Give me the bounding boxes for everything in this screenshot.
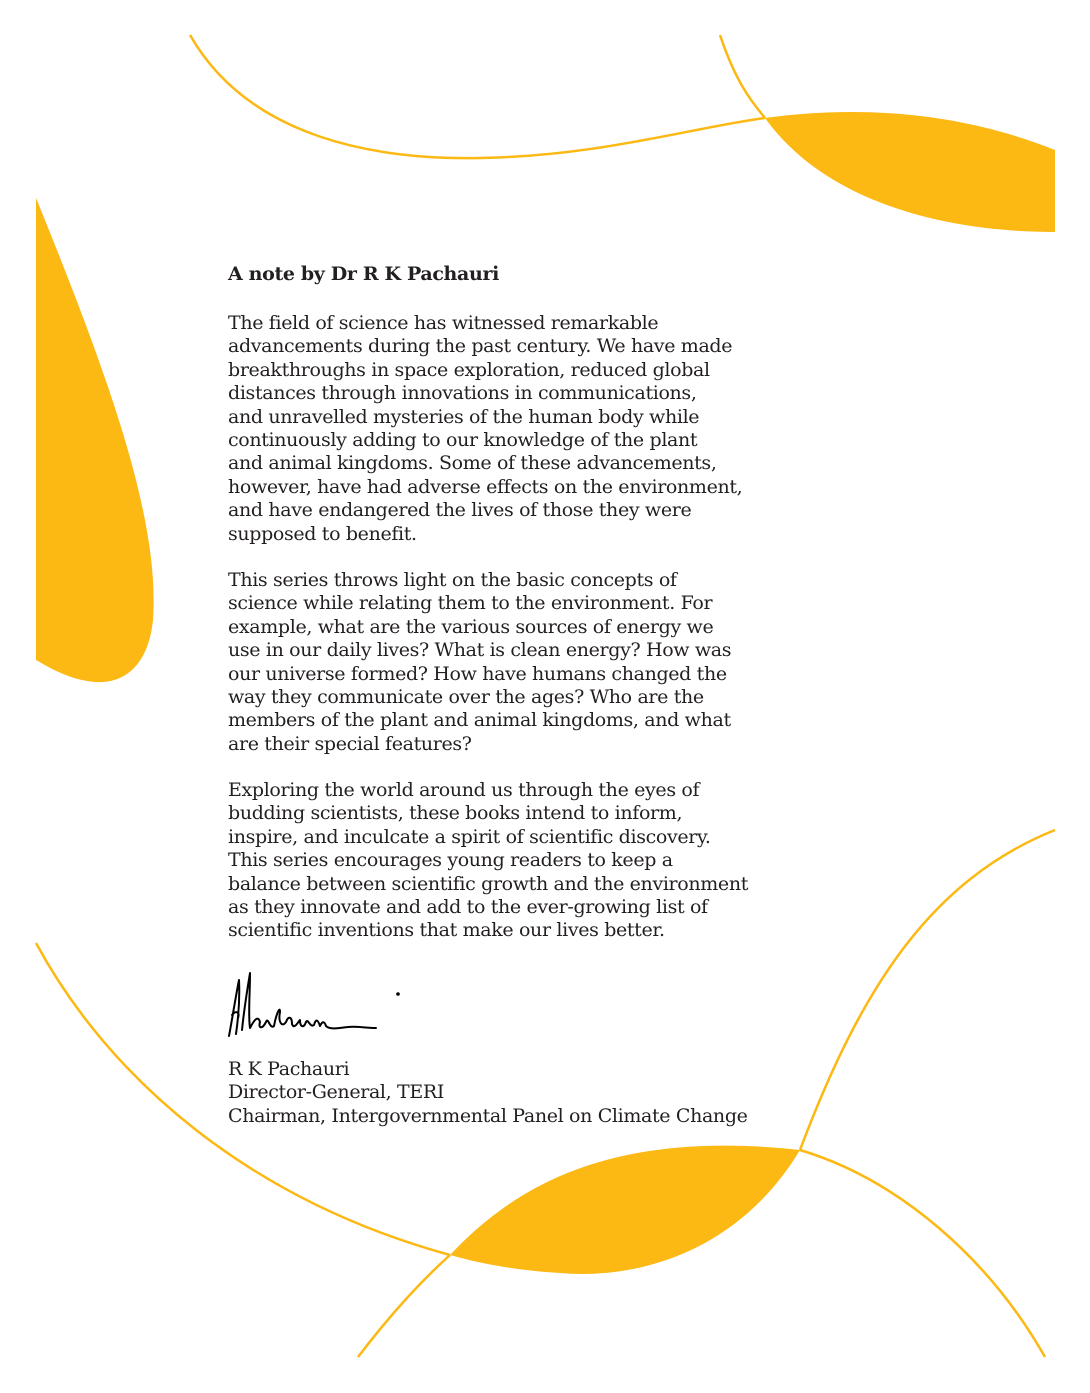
note-title: A note by Dr R K Pachauri	[228, 263, 499, 285]
text-line: supposed to benefit.	[228, 522, 417, 545]
text-line: and have endangered the lives of those they were	[228, 499, 692, 522]
signoff-block	[228, 1058, 748, 1128]
text-line: however, have had adverse effects on the environment,	[228, 475, 743, 498]
text-line: The field of science has witnessed remarkable	[228, 312, 659, 334]
signer-title-2: Chairman, Intergovernmental Panel on Climate Change	[228, 1104, 748, 1127]
text-line: and unravelled mysteries of the human body while	[228, 405, 700, 428]
text-line: our universe formed? How have humans changed the	[228, 662, 727, 685]
handwritten-signature	[226, 970, 406, 1050]
bottom-rise-line	[358, 1255, 450, 1357]
text-line: distances through innovations in communications,	[228, 382, 697, 405]
signer-title-1: Director-General, TERI	[228, 1081, 444, 1104]
text-line: example, what are the various sources of energy we	[228, 615, 714, 638]
paragraph-2	[228, 569, 731, 756]
text-line: This series throws light on the basic concepts of	[228, 569, 677, 591]
left-drop	[36, 198, 154, 682]
top-curve-line	[190, 35, 765, 158]
text-line: balance between scientific growth and the environment	[228, 872, 748, 895]
bottom-right-line	[800, 1150, 1045, 1357]
text-line: science while relating them to the environment. For	[228, 592, 713, 615]
text-line: are their special features?	[228, 732, 472, 755]
text-line: way they communicate over the ages? Who are the	[228, 685, 704, 708]
text-line: continuously adding to our knowledge of the plant	[228, 428, 698, 451]
text-line: Exploring the world around us through the eyes of	[228, 779, 700, 801]
paragraph-1	[228, 312, 742, 546]
top-right-arc-line	[720, 35, 765, 118]
text-line: as they innovate and add to the ever-growing list of	[228, 895, 708, 918]
text-line: advancements during the past century. We have made	[228, 335, 733, 358]
paragraph-3	[228, 779, 748, 943]
top-right-lens	[765, 112, 1055, 232]
text-line: scientific inventions that make our lives better.	[228, 919, 665, 942]
text-line: and animal kingdoms. Some of these advancements,	[228, 452, 717, 475]
bottom-lens	[450, 1146, 800, 1274]
text-line: inspire, and inculcate a spirit of scientific discovery.	[228, 825, 711, 848]
right-rise-line	[800, 830, 1055, 1150]
text-line: use in our daily lives? What is clean energy? How was	[228, 639, 732, 662]
text-line: members of the plant and animal kingdoms, and what	[228, 709, 731, 732]
text-line: This series encourages young readers to keep a	[228, 849, 673, 872]
signer-name: R K Pachauri	[228, 1058, 350, 1080]
text-line: budding scientists, these books intend to inform,	[228, 802, 683, 825]
text-line: breakthroughs in space exploration, reduced global	[228, 358, 710, 381]
